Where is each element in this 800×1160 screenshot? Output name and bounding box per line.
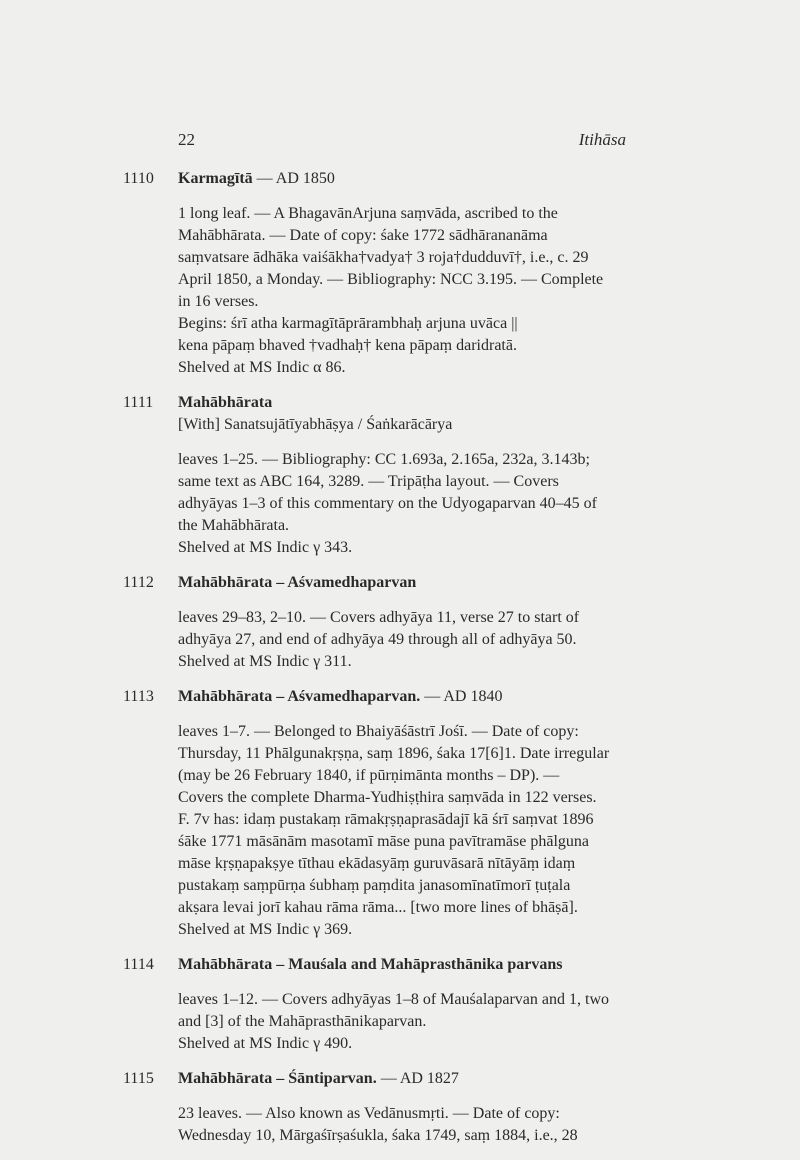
entry-line: (may be 26 February 1840, if pūrṇimānta months – DP). — [178,767,560,784]
entry-line: Shelved at MS Indic γ 343. [178,539,353,556]
entry-description [178,203,643,379]
entry-line: same text as ABC 164, 3289. — Tripāṭha layout. — Covers [178,473,559,490]
entry-line: Shelved at MS Indic γ 490. [178,1035,353,1052]
catalogue-entry [123,1068,643,1147]
entry-title: Karmagītā [178,170,253,187]
page-header [178,130,626,154]
entry-line: kena pāpaṃ bhaved †vadhaḥ† kena pāpaṃ daridratā. [178,337,517,354]
entry-line: Shelved at MS Indic γ 369. [178,921,353,938]
entry-heading [178,572,643,594]
entry-heading [178,686,643,708]
entry-line: māse kṛṣṇapakṣye tīthau ekādasyāṃ guruvāsarā nītāyāṃ idaṃ [178,855,576,872]
catalogue-entries [123,168,643,1160]
page-number: 22 [178,130,195,149]
entry-line: the Mahābhārata. [178,517,290,534]
entry-date: — AD 1840 [420,688,503,705]
entry-number: 1113 [123,688,154,705]
entry-description [178,1103,643,1147]
entry-line: śāke 1771 māsānām masotamī māse puna pavītramāse phālguna [178,833,589,850]
running-head: Itihāsa [578,130,626,149]
entry-number: 1111 [123,394,154,411]
entry-description [178,989,643,1055]
entry-line: Wednesday 10, Mārgaśīrṣaśukla, śaka 1749, saṃ 1884, i.e., 28 [178,1127,578,1144]
entry-heading [178,392,643,414]
entry-line: and [3] of the Mahāprasthānikaparvan. [178,1013,427,1030]
entry-title: Mahābhārata – Mauśala and Mahāprasthānika parvans [178,956,563,973]
catalogue-entry [123,392,643,559]
entry-title: Mahābhārata – Aśvamedhaparvan [178,574,417,591]
entry-heading [178,954,643,976]
entry-number: 1115 [123,1070,154,1087]
entry-description [178,449,643,559]
entry-line: F. 7v has: idaṃ pustakaṃ rāmakṛṣṇaprasādajī kā śrī saṃvat 1896 [178,811,594,828]
entry-number: 1110 [123,170,154,187]
entry-line: Covers the complete Dharma-Yudhiṣṭhira saṃvāda in 122 verses. [178,789,597,806]
entry-title: Mahābhārata – Aśvamedhaparvan. [178,688,421,705]
entry-line: leaves 1–7. — Belonged to Bhaiyāśāstrī Jośī. — Date of copy: [178,723,579,740]
entry-line: akṣara levai jorī kahau rāma rāma... [two more lines of bhāṣā]. [178,899,578,916]
entry-subheading: [With] Sanatsujātīyabhāṣya / Śaṅkarācārya [178,416,453,433]
catalogue-entry [123,168,643,379]
entry-date: — AD 1827 [376,1070,459,1087]
entry-number: 1114 [123,956,154,973]
catalogue-entry [123,686,643,941]
entry-heading [178,1068,643,1090]
entry-title: Mahābhārata – Śāntiparvan. [178,1070,377,1087]
entry-line: Mahābhārata. — Date of copy: śake 1772 sādhārananāma [178,227,548,244]
entry-line: 1 long leaf. — A BhagavānArjuna saṃvāda, ascribed to the [178,205,558,222]
entry-line: Thursday, 11 Phālgunakṛṣṇa, saṃ 1896, śaka 17[6]1. Date irregular [178,745,610,762]
entry-line: adhyāya 27, and end of adhyāya 49 through all of adhyāya 50. [178,631,577,648]
entry-line: pustakaṃ saṃpūrṇa śubhaṃ paṃdita janasomīnatīmorī ṭuṭala [178,877,571,894]
catalogue-entry [123,572,643,673]
entry-line: 23 leaves. — Also known as Vedānusmṛti. — Date of copy: [178,1105,560,1122]
entry-line: Shelved at MS Indic γ 311. [178,653,352,670]
entry-number: 1112 [123,574,154,591]
entry-line: saṃvatsare ādhāka vaiśākha†vadya† 3 roja†dudduvī†, i.e., c. 29 [178,249,589,266]
entry-description [178,721,643,941]
entry-line: leaves 1–25. — Bibliography: CC 1.693a, 2.165a, 232a, 3.143b; [178,451,590,468]
catalogue-entry [123,954,643,1055]
entry-line: leaves 1–12. — Covers adhyāyas 1–8 of Mauśalaparvan and 1, two [178,991,609,1008]
entry-line: April 1850, a Monday. — Bibliography: NCC 3.195. — Complete [178,271,604,288]
entry-title: Mahābhārata [178,394,273,411]
entry-heading [178,168,643,190]
entry-description [178,607,643,673]
entry-line: in 16 verses. [178,293,259,310]
entry-line: adhyāyas 1–3 of this commentary on the Udyogaparvan 40–45 of [178,495,598,512]
entry-date: — AD 1850 [252,170,335,187]
entry-line: Shelved at MS Indic α 86. [178,359,346,376]
entry-line: leaves 29–83, 2–10. — Covers adhyāya 11, verse 27 to start of [178,609,580,626]
entry-line: Begins: śrī atha karmagītāprārambhaḥ arjuna uvāca || [178,315,518,332]
